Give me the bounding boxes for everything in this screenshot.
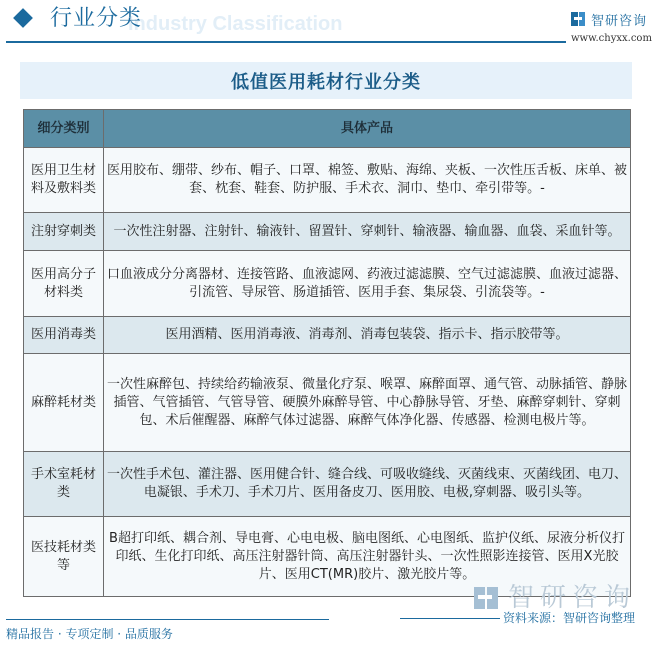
table-row <box>24 148 631 213</box>
category-cell: 医技耗材类等 <box>24 517 104 597</box>
watermark-logo-icon <box>474 587 498 609</box>
footer-divider <box>6 619 329 620</box>
watermark-logo <box>474 583 636 613</box>
products-cell: B超打印纸、耦合剂、导电膏、心电电极、脑电图纸、心电图纸、监护仪纸、尿液分析仪打印纸、生化打印纸、高压注射器针筒、高压注射器针头、一次性照影连接管、医用X光胶片、医用CT(MR)胶片、激光胶片等。 <box>104 517 631 597</box>
brand-logo <box>571 10 647 28</box>
table-title-banner <box>20 62 632 99</box>
column-header-products: 具体产品 <box>104 110 631 148</box>
category-cell: 医用消毒类 <box>24 317 104 354</box>
brand-url: www.chyxx.com <box>571 33 652 44</box>
page-header <box>0 0 656 44</box>
products-cell: 医用胶布、绷带、纱布、帽子、口罩、棉签、敷贴、海绵、夹板、一次性压舌板、床单、被套、枕套、鞋套、防护服、手术衣、洞巾、垫巾、牵引带等。- <box>104 148 631 213</box>
header-divider <box>6 41 566 43</box>
products-cell: 一次性手术包、灌注器、医用健合针、缝合线、可吸收缝线、灭菌线束、灭菌线团、电刀、电凝银、手术刀、手术刀片、医用备皮刀、医用胶、电极,穿刺器、吸引头等。 <box>104 452 631 517</box>
brand-logo-icon <box>571 12 585 26</box>
classification-table <box>23 109 631 597</box>
watermark-brand: 智研咨询 <box>508 583 637 613</box>
category-cell: 手术室耗材类 <box>24 452 104 517</box>
footer-slogan: 精品报告 · 专项定制 · 品质服务 <box>6 627 173 641</box>
products-cell: 一次性麻醉包、持续给药输液泵、微量化疗泵、喉罩、麻醉面罩、通气管、动脉插管、静脉插管、气管插管、气管导管、硬膜外麻醉导管、中心静脉导管、牙垫、麻醉穿刺针、穿刺包、术后催醒器、麻醉气体过滤器、麻醉气体净化器、传感器、检测电极片等。 <box>104 354 631 452</box>
section-title-english: Industry Classification <box>128 13 343 35</box>
products-cell: 口血液成分分离器材、连接管路、血液滤网、药液过滤滤膜、空气过滤滤膜、血液过滤器、引流管、导尿管、肠道插管、医用手套、集尿袋、引流袋等。- <box>104 251 631 317</box>
table-row <box>24 251 631 317</box>
category-cell: 医用卫生材料及敷料类 <box>24 148 104 213</box>
category-cell: 医用高分子材料类 <box>24 251 104 317</box>
table-row <box>24 317 631 354</box>
column-header-category: 细分类别 <box>24 110 104 148</box>
table-row <box>24 213 631 251</box>
products-cell: 医用酒精、医用消毒液、消毒剂、消毒包装袋、指示卡、指示胶带等。 <box>104 317 631 354</box>
category-cell: 注射穿刺类 <box>24 213 104 251</box>
table-header-row <box>24 110 631 148</box>
diamond-bullet-icon <box>13 8 33 28</box>
table-row <box>24 452 631 517</box>
table-row <box>24 354 631 452</box>
brand-name: 智研咨询 <box>591 13 648 29</box>
section-title: 行业分类 <box>50 6 143 31</box>
table-title: 低值医用耗材行业分类 <box>231 71 421 93</box>
footer-divider-right <box>400 618 500 619</box>
category-cell: 麻醉耗材类 <box>24 354 104 452</box>
products-cell: 一次性注射器、注射针、输液针、留置针、穿刺针、输液器、输血器、血袋、采血针等。 <box>104 213 631 251</box>
source-note: 资料来源：智研咨询整理 <box>503 611 636 625</box>
